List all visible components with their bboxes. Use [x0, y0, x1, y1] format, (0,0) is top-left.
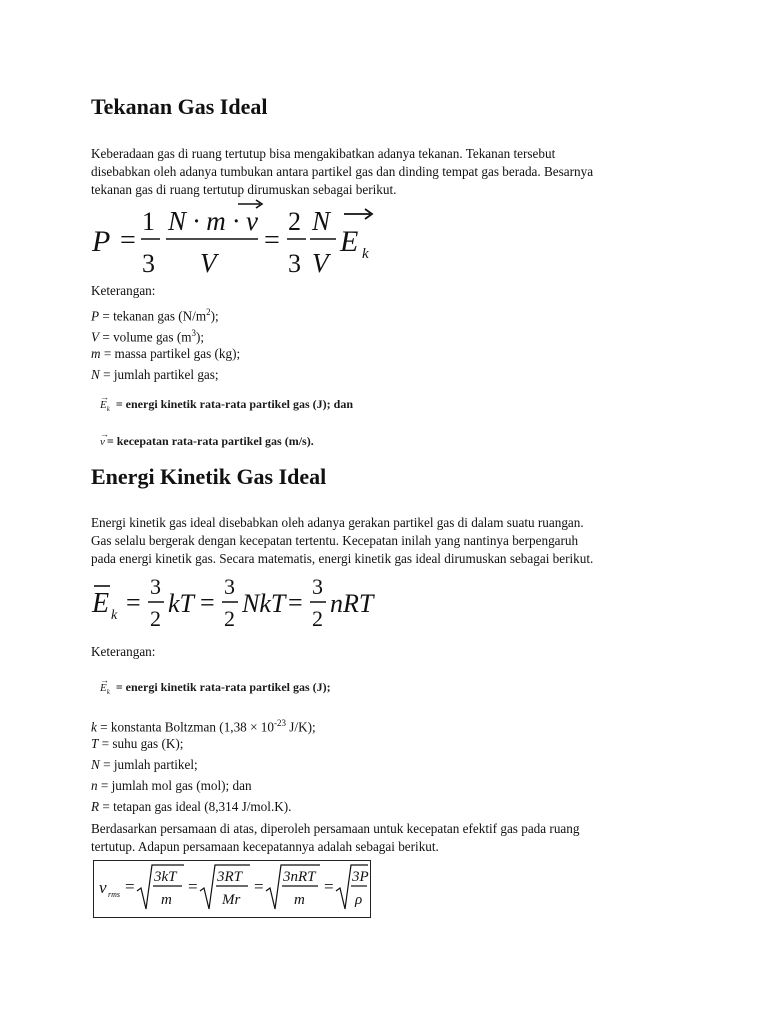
- section-title-energi: Energi Kinetik Gas Ideal: [91, 464, 327, 489]
- kinetic-energy-formula: [88, 572, 388, 638]
- legend-item-v: [91, 324, 204, 346]
- r4-den: ρ: [355, 892, 363, 908]
- formula-eq: =: [126, 588, 141, 617]
- r1-num: 3kT: [154, 869, 177, 885]
- r2-den: Mr: [222, 892, 241, 908]
- r4-num: 3P: [352, 869, 369, 885]
- formula-eq: =: [288, 588, 303, 617]
- legend-item-n-partikel: [91, 756, 198, 774]
- legend-text: = massa partikel gas (kg);: [100, 346, 241, 361]
- legend-text: = konstanta Boltzman (1,38 × 10: [96, 719, 274, 735]
- vrms-formula: [94, 861, 370, 917]
- r3-den: m: [294, 892, 305, 908]
- term-nkt: NkT: [242, 589, 286, 618]
- legend-item-p: [91, 303, 219, 325]
- legend-item-velocity: [100, 429, 314, 449]
- legend-symbol: T: [91, 736, 99, 751]
- legend-symbol: N: [91, 757, 100, 772]
- energy-symbol-small: [100, 675, 110, 697]
- formula-lhs-sub: k: [111, 608, 118, 623]
- legend-item-n: [91, 366, 219, 384]
- f1-num: 3: [150, 574, 161, 599]
- vrms-lhs-sub: rms: [108, 890, 121, 899]
- term-kt: kT: [168, 589, 194, 618]
- vrms-formula-box: [93, 860, 371, 918]
- legend-item-t: [91, 735, 183, 753]
- energy-symbol: E: [340, 225, 359, 258]
- f3-den: 2: [312, 606, 323, 631]
- frac1-num: 1: [142, 207, 155, 236]
- paragraph-line: Energi kinetik gas ideal disebabkan oleh adanya gerakan partikel gas di dalam suatu ruangan.: [91, 515, 584, 530]
- legend-symbol: n: [91, 778, 98, 793]
- frac3-den: 3: [288, 249, 301, 278]
- vrms-lhs: v: [99, 878, 107, 897]
- legend-label-2: Keterangan:: [91, 644, 156, 659]
- legend-sup: 2: [206, 307, 211, 317]
- r1-den: m: [161, 892, 172, 908]
- subscript: k: [106, 688, 110, 697]
- symbol: v: [100, 436, 105, 448]
- energy-subscript: k: [362, 246, 369, 262]
- legend-item-n-mol: [91, 777, 252, 795]
- paragraph-line: Berdasarkan persamaan di atas, diperoleh persamaan untuk kecepatan efektif gas pada ruang: [91, 821, 580, 836]
- legend-text: = tetapan gas ideal (8,314 J/mol.K).: [99, 799, 292, 814]
- legend-text: = jumlah partikel gas;: [99, 367, 219, 382]
- vector-arrow-icon: →: [100, 675, 109, 685]
- r2-num: 3RT: [217, 869, 243, 885]
- term-nrt: nRT: [330, 589, 374, 618]
- paragraph-tekanan: [91, 145, 691, 199]
- f3-num: 3: [312, 574, 323, 599]
- legend-item-energy-2: [100, 675, 331, 697]
- paragraph-line: Gas selalu bergerak dengan kecepatan tertentu. Kecepatan inilah yang nantinya berpengaruh: [91, 533, 579, 548]
- pressure-formula: [88, 198, 388, 280]
- legend-tail: );: [210, 308, 219, 324]
- f2-den: 2: [224, 606, 235, 631]
- symbol: E: [100, 399, 107, 411]
- r3-num: 3nRT: [283, 869, 316, 885]
- legend-text: = jumlah mol gas (mol); dan: [97, 778, 252, 793]
- vector-arrow-icon: →: [100, 429, 109, 439]
- formula-eq: =: [264, 225, 280, 256]
- formula-lhs: P: [92, 225, 111, 258]
- frac1-den: 3: [142, 249, 155, 278]
- legend-text: = energi kinetik rata-rata partikel gas (J);: [115, 680, 331, 694]
- legend-text: = jumlah partikel;: [99, 757, 198, 772]
- frac2-num: N · m · v: [168, 206, 258, 236]
- paragraph-line: Keberadaan gas di ruang tertutup bisa mengakibatkan adanya tekanan. Tekanan tersebut: [91, 146, 556, 161]
- vrms-eq: =: [188, 877, 198, 896]
- legend-symbol: k: [91, 719, 97, 735]
- f2-num: 3: [224, 574, 235, 599]
- legend-text: = kecepatan rata-rata partikel gas (m/s).: [106, 434, 314, 448]
- formula-eq: =: [200, 588, 215, 617]
- paragraph-line: tertutup. Adapun persamaan kecepatannya adalah sebagai berikut.: [91, 839, 439, 854]
- legend-tail: J/K);: [286, 719, 316, 735]
- f1-den: 2: [150, 606, 161, 631]
- vrms-eq: =: [254, 877, 264, 896]
- energy-symbol-small: [100, 392, 110, 414]
- frac4-num: N: [312, 206, 331, 236]
- vrms-eq: =: [125, 877, 135, 896]
- legend-symbol: R: [91, 799, 100, 814]
- paragraph-energi: [91, 514, 691, 568]
- legend-item-r: [91, 798, 291, 816]
- frac3-num: 2: [288, 207, 301, 236]
- legend-text: = volume gas (m: [99, 329, 192, 345]
- subscript: k: [106, 405, 110, 414]
- velocity-symbol-small: [100, 429, 109, 448]
- frac2-den: V: [200, 248, 217, 278]
- legend-sup: -23: [274, 718, 286, 728]
- legend-symbol: V: [91, 329, 100, 345]
- legend-item-m: [91, 345, 240, 363]
- paragraph-line: pada energi kinetik gas. Secara matematis, energi kinetik gas ideal dirumuskan sebagai berikut.: [91, 551, 594, 566]
- section-title-tekanan: Tekanan Gas Ideal: [91, 94, 268, 119]
- legend-item-energy: [100, 392, 353, 414]
- frac4-den: V: [312, 248, 329, 278]
- legend-item-k: [91, 714, 316, 736]
- legend-text: = tekanan gas (N/m: [99, 308, 207, 324]
- formula-eq: =: [120, 225, 136, 256]
- legend-symbol: N: [91, 367, 100, 382]
- formula-lhs: E: [92, 588, 110, 619]
- paragraph-line: disebabkan oleh adanya tumbukan antara partikel gas dan dinding tempat gas berada. Besarnya: [91, 164, 594, 179]
- legend-symbol: m: [91, 346, 101, 361]
- legend-sup: 3: [191, 328, 196, 338]
- vrms-eq: =: [324, 877, 334, 896]
- legend-label: Keterangan:: [91, 283, 156, 298]
- vector-arrow-icon: →: [100, 392, 109, 402]
- symbol: E: [100, 682, 107, 694]
- paragraph-vrms: [91, 820, 691, 856]
- legend-tail: );: [195, 329, 205, 345]
- paragraph-line: tekanan gas di ruang tertutup dirumuskan sebagai berikut.: [91, 182, 397, 197]
- legend-text: = energi kinetik rata-rata partikel gas (J); dan: [115, 397, 353, 411]
- legend-symbol: P: [91, 308, 100, 324]
- legend-text: = suhu gas (K);: [98, 736, 184, 751]
